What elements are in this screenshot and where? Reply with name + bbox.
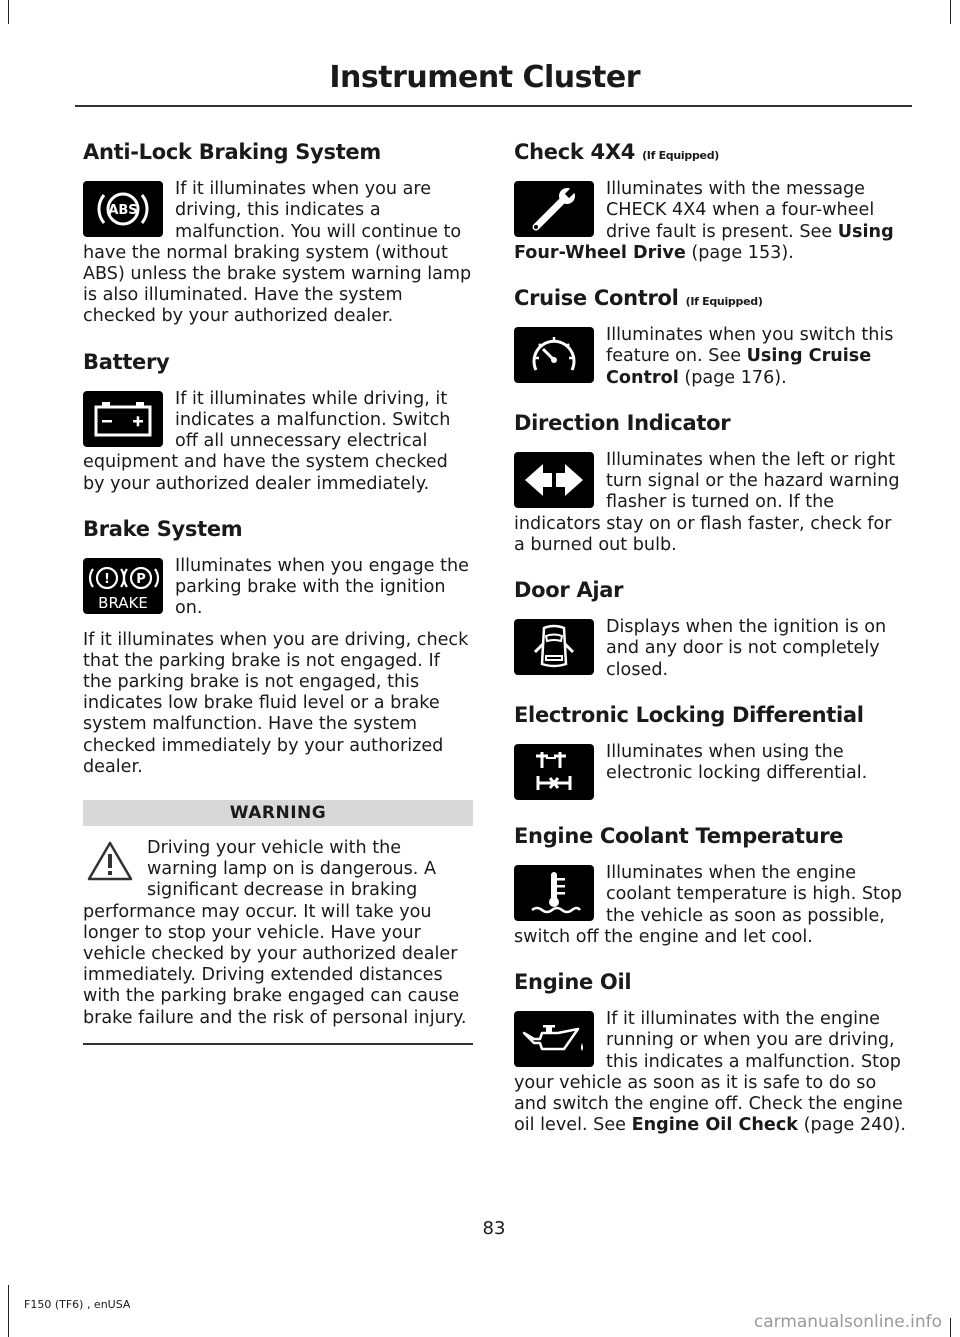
section-text: Illuminates when using the electronic locking differential. (606, 741, 868, 784)
watermark: carmanualsonline.info (753, 1312, 942, 1332)
text-before: Illuminates when you switch this feature on. See (606, 325, 894, 367)
wrench-icon (514, 181, 594, 237)
cross-reference-link[interactable]: Using Cruise Control (606, 346, 872, 388)
right-column (514, 140, 906, 1158)
section-door (514, 578, 906, 681)
section-battery (83, 350, 473, 495)
section-heading (514, 140, 906, 165)
cross-reference-link[interactable]: Engine Oil Check (631, 1115, 798, 1136)
section-text-2: If it illuminates when you are driving, check that the parking brake is not engaged. If the parking brake is not engaged, this indicates low brake fluid level or a brake system malfunction. Have the system checked immediately by your authorized dealer. (83, 629, 469, 777)
section-text: Illuminates when the engine coolant temperature is high. Stop the vehicle as soon as possible, switch off the engine and let cool. (514, 863, 902, 947)
section-text: Displays when the ignition is on and any door is not completely closed. (606, 617, 887, 680)
section-text: If it illuminates while driving, it indicates a malfunction. Switch off all unnecessary electrical equipment and have the system checked by your authorized dealer immediately. (83, 388, 451, 494)
section-text: Illuminates when you engage the parking brake with the ignition on. (175, 556, 469, 619)
heading-text: Check 4X4 (514, 140, 636, 164)
coolant-temperature-icon (514, 865, 594, 921)
turn-signal-arrows-icon (514, 452, 594, 508)
section-check4x4 (514, 140, 906, 264)
section-heading: Engine Coolant Temperature (514, 823, 844, 848)
text-before: If it illuminates with the engine running or when you are driving, this indicates a malfunction. Stop your vehicle as soon as it is safe to do so and switch the engine off. Check the engine oil level. See (514, 1009, 903, 1136)
text-after: (page 240). (797, 1115, 907, 1136)
crop-mark-bottom-right (950, 1318, 951, 1337)
section-heading: Electronic Locking Differential (514, 702, 864, 727)
footer-line-1: F150 (TF6) , enUSA (24, 1298, 131, 1311)
door-ajar-icon (514, 619, 594, 675)
page-number-row (0, 1218, 960, 1239)
section-eld (514, 703, 906, 802)
header-divider (75, 105, 912, 107)
svg-text:P: P (136, 572, 146, 587)
section-heading: Door Ajar (514, 578, 624, 602)
cross-reference-link[interactable]: Using Four-Wheel Drive (514, 221, 894, 263)
page-title: Instrument Cluster (329, 60, 640, 95)
crop-mark-top-left (8, 0, 9, 24)
left-column (83, 140, 473, 1045)
brake-warning-icon (83, 558, 163, 614)
heading-qualifier: (If Equipped) (685, 295, 763, 308)
section-brake (83, 517, 473, 778)
warning-text: Driving your vehicle with the warning lamp on is dangerous. A significant decrease in braking performance may occur. It will take you longer to stop your vehicle. Have your vehicle checked by your authorized dealer immediately. Driving extended distances with the parking brake engaged can cause brake failure and the risk of personal injury. (83, 838, 467, 1028)
section-heading: Battery (83, 349, 170, 374)
brake-icon-label: BRAKE (98, 594, 148, 612)
text-before: Illuminates with the message CHECK 4X4 when a four-wheel drive fault is present. See (606, 179, 875, 242)
locking-differential-icon (514, 744, 594, 800)
text-after: (page 153). (685, 242, 794, 263)
section-text: If it illuminates when you are driving, this indicates a malfunction. You will continue to have the normal braking system (without ABS) unless the brake system warning lamp is also illuminated. Have the system checked by your authorized dealer. (83, 179, 472, 327)
oil-can-icon (514, 1011, 594, 1067)
crop-mark-top-right (950, 0, 951, 24)
heading-text: Cruise Control (514, 286, 679, 310)
section-heading: Direction Indicator (514, 410, 731, 435)
section-text: Illuminates when the left or right turn signal or the hazard warning flasher is turned on. If the indicators stay on or flash faster, check for a burned out bulb. (514, 449, 900, 555)
section-oil (514, 970, 906, 1136)
section-abs (83, 140, 473, 328)
warning-bottom-rule (83, 1043, 473, 1045)
page-number: 83 (482, 1218, 506, 1239)
heading-qualifier: (If Equipped) (642, 149, 719, 162)
section-heading: Brake System (83, 516, 243, 541)
section-coolant (514, 824, 906, 948)
svg-text:!: ! (104, 572, 110, 587)
battery-icon (83, 391, 163, 447)
crop-mark-bottom-left (8, 1285, 9, 1337)
abs-warning-icon (83, 181, 163, 237)
section-heading: Engine Oil (514, 969, 632, 994)
warning-box (83, 800, 473, 1045)
footer (24, 1298, 130, 1311)
warning-triangle-icon (87, 840, 133, 882)
section-heading: Anti-Lock Braking System (83, 140, 381, 164)
svg-text:ABS: ABS (108, 203, 138, 219)
speedometer-icon (514, 327, 594, 383)
section-heading (514, 286, 906, 311)
section-direction (514, 411, 906, 556)
warning-label: WARNING (83, 800, 473, 826)
text-after: (page 176). (678, 367, 787, 388)
section-cruise (514, 286, 906, 389)
